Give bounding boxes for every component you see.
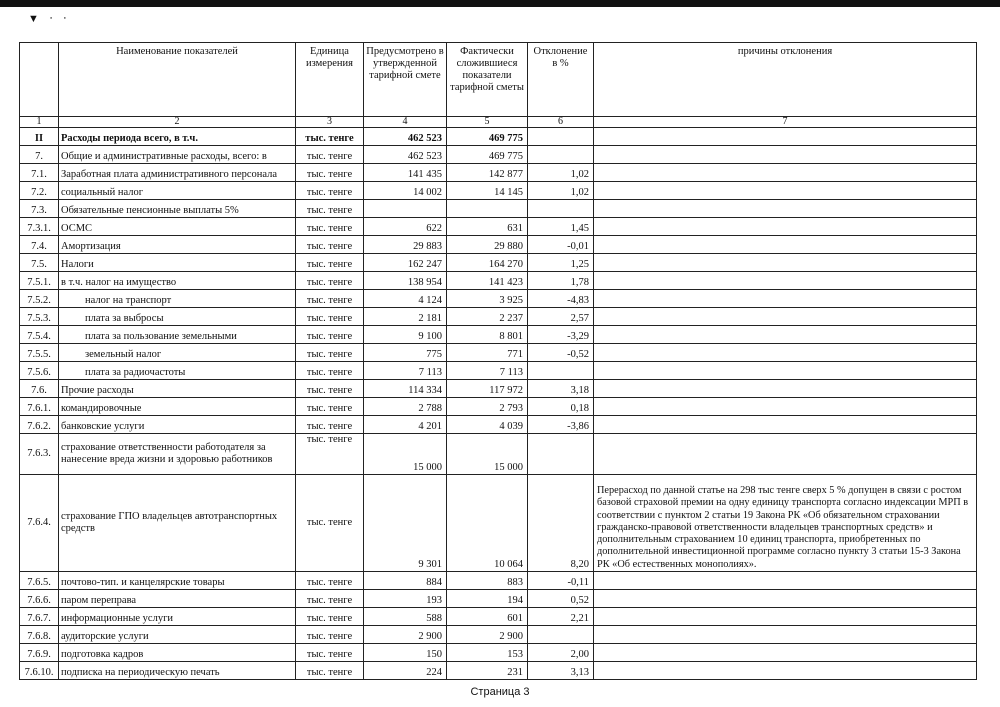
- row-planned-value: 2 788: [364, 398, 447, 416]
- row-indicator-name: страхование ГПО владельцев автотранспортных средств: [59, 475, 296, 572]
- row-number: 7.6.1.: [20, 398, 59, 416]
- row-indicator-name: Налоги: [59, 254, 296, 272]
- row-actual-value: 14 145: [447, 182, 528, 200]
- column-index: 2: [59, 117, 296, 128]
- row-unit: тыс. тенге: [296, 416, 364, 434]
- row-number: 7.1.: [20, 164, 59, 182]
- row-number: 7.6.4.: [20, 475, 59, 572]
- row-actual-value: 3 925: [447, 290, 528, 308]
- row-deviation-value: -3,29: [528, 326, 594, 344]
- row-indicator-name: социальный налог: [59, 182, 296, 200]
- table-row: [20, 218, 977, 236]
- row-unit: тыс. тенге: [296, 236, 364, 254]
- row-deviation-reason: [594, 308, 977, 326]
- row-indicator-name: Заработная плата административного персонала: [59, 164, 296, 182]
- row-planned-value: 775: [364, 344, 447, 362]
- row-planned-value: 462 523: [364, 128, 447, 146]
- table-row: [20, 416, 977, 434]
- table-row: [20, 644, 977, 662]
- row-number: 7.6.8.: [20, 626, 59, 644]
- row-indicator-name: аудиторские услуги: [59, 626, 296, 644]
- row-unit: тыс. тенге: [296, 662, 364, 680]
- row-actual-value: 601: [447, 608, 528, 626]
- row-deviation-reason: [594, 164, 977, 182]
- row-indicator-name: в т.ч. налог на имущество: [59, 272, 296, 290]
- row-deviation-value: 3,13: [528, 662, 594, 680]
- row-planned-value: 2 181: [364, 308, 447, 326]
- row-number: 7.5.2.: [20, 290, 59, 308]
- row-deviation-reason: [594, 590, 977, 608]
- row-deviation-reason: [594, 644, 977, 662]
- row-indicator-name: почтово-тип. и канцелярские товары: [59, 572, 296, 590]
- row-deviation-value: -4,83: [528, 290, 594, 308]
- row-number: 7.3.1.: [20, 218, 59, 236]
- row-indicator-name: командировочные: [59, 398, 296, 416]
- row-indicator-name: Обязательные пенсионные выплаты 5%: [59, 200, 296, 218]
- row-planned-value: 150: [364, 644, 447, 662]
- row-unit: тыс. тенге: [296, 326, 364, 344]
- row-actual-value: 771: [447, 344, 528, 362]
- row-indicator-name: банковские услуги: [59, 416, 296, 434]
- table-row: [20, 434, 977, 475]
- row-unit: тыс. тенге: [296, 362, 364, 380]
- header-deviation: Отклонение в %: [528, 43, 594, 117]
- row-deviation-value: -3,86: [528, 416, 594, 434]
- row-planned-value: 29 883: [364, 236, 447, 254]
- row-number: 7.5.4.: [20, 326, 59, 344]
- table-row: [20, 200, 977, 218]
- row-unit: тыс. тенге: [296, 398, 364, 416]
- row-planned-value: 9 301: [364, 475, 447, 572]
- table-row: [20, 344, 977, 362]
- row-deviation-reason: [594, 572, 977, 590]
- table-row: [20, 398, 977, 416]
- row-unit: тыс. тенге: [296, 290, 364, 308]
- row-unit: тыс. тенге: [296, 380, 364, 398]
- row-deviation-value: 1,45: [528, 218, 594, 236]
- row-deviation-reason: [594, 416, 977, 434]
- row-indicator-name: налог на транспорт: [59, 290, 296, 308]
- row-actual-value: 141 423: [447, 272, 528, 290]
- row-planned-value: 2 900: [364, 626, 447, 644]
- row-number: 7.3.: [20, 200, 59, 218]
- row-indicator-name: плата за пользование земельными: [59, 326, 296, 344]
- row-deviation-reason: [594, 626, 977, 644]
- row-planned-value: 224: [364, 662, 447, 680]
- row-unit: тыс. тенге: [296, 128, 364, 146]
- row-deviation-reason: [594, 344, 977, 362]
- row-planned-value: 138 954: [364, 272, 447, 290]
- row-unit: тыс. тенге: [296, 308, 364, 326]
- row-number: 7.6.: [20, 380, 59, 398]
- row-planned-value: 622: [364, 218, 447, 236]
- row-actual-value: 2 793: [447, 398, 528, 416]
- table-row: [20, 572, 977, 590]
- row-actual-value: 164 270: [447, 254, 528, 272]
- table-row: [20, 626, 977, 644]
- row-indicator-name: страхование ответственности работодателя за нанесение вреда жизни и здоровью работников: [59, 434, 296, 475]
- row-actual-value: [447, 200, 528, 218]
- row-actual-value: 469 775: [447, 128, 528, 146]
- row-deviation-value: [528, 128, 594, 146]
- row-unit: тыс. тенге: [296, 218, 364, 236]
- row-deviation-reason: [594, 380, 977, 398]
- row-deviation-value: 0,18: [528, 398, 594, 416]
- row-actual-value: 469 775: [447, 146, 528, 164]
- header-number: [20, 43, 59, 117]
- table-row: [20, 164, 977, 182]
- row-unit: тыс. тенге: [296, 200, 364, 218]
- row-deviation-value: [528, 362, 594, 380]
- table-row: [20, 662, 977, 680]
- row-unit: тыс. тенге: [296, 182, 364, 200]
- row-deviation-value: -0,52: [528, 344, 594, 362]
- row-number: 7.5.1.: [20, 272, 59, 290]
- row-deviation-value: 2,57: [528, 308, 594, 326]
- row-unit: тыс. тенге: [296, 644, 364, 662]
- row-actual-value: 194: [447, 590, 528, 608]
- table-row: [20, 290, 977, 308]
- row-unit: тыс. тенге: [296, 254, 364, 272]
- row-planned-value: 193: [364, 590, 447, 608]
- table-row: [20, 362, 977, 380]
- row-planned-value: 14 002: [364, 182, 447, 200]
- header-unit: Единица измерения: [296, 43, 364, 117]
- row-planned-value: 462 523: [364, 146, 447, 164]
- scan-top-edge: [0, 0, 1000, 7]
- table-row: [20, 308, 977, 326]
- row-deviation-reason: [594, 398, 977, 416]
- row-number: 7.6.5.: [20, 572, 59, 590]
- table-row: [20, 380, 977, 398]
- row-deviation-reason: Перерасход по данной статье на 298 тыс тенге сверх 5 % допущен в связи с ростом базовой страховой премии на одну единицу транспорта согласно индексации МРП в соответствии с пунктом 2 статьи 19 Закона РК «Об обязательном страховании гражданско-правовой ответственности владельцев транспортных средств» и дополнительным страхованием 10 единиц транспорта, приобретенных по дополнительной инвестиционной программе согласно пункту 3 статьи 15-3 Закона РК «Об естественных монополиях».: [594, 475, 977, 572]
- row-actual-value: 10 064: [447, 475, 528, 572]
- row-actual-value: 7 113: [447, 362, 528, 380]
- table-row: [20, 608, 977, 626]
- scan-marks: ▼ ⸱ ⸱: [28, 13, 71, 25]
- row-number: 7.6.7.: [20, 608, 59, 626]
- row-deviation-value: [528, 200, 594, 218]
- row-planned-value: 15 000: [364, 434, 447, 475]
- row-actual-value: 231: [447, 662, 528, 680]
- row-deviation-reason: [594, 434, 977, 475]
- row-indicator-name: земельный налог: [59, 344, 296, 362]
- row-number: 7.: [20, 146, 59, 164]
- row-deviation-value: [528, 626, 594, 644]
- row-planned-value: 4 201: [364, 416, 447, 434]
- row-planned-value: 7 113: [364, 362, 447, 380]
- row-number: 7.5.6.: [20, 362, 59, 380]
- row-planned-value: 9 100: [364, 326, 447, 344]
- row-planned-value: 4 124: [364, 290, 447, 308]
- row-indicator-name: плата за радиочастоты: [59, 362, 296, 380]
- row-actual-value: 29 880: [447, 236, 528, 254]
- row-unit: тыс. тенге: [296, 146, 364, 164]
- row-unit: тыс. тенге: [296, 272, 364, 290]
- row-planned-value: 588: [364, 608, 447, 626]
- row-actual-value: 8 801: [447, 326, 528, 344]
- row-deviation-value: 2,21: [528, 608, 594, 626]
- row-deviation-reason: [594, 608, 977, 626]
- row-planned-value: 114 334: [364, 380, 447, 398]
- row-planned-value: [364, 200, 447, 218]
- column-index: 6: [528, 117, 594, 128]
- row-indicator-name: ОСМС: [59, 218, 296, 236]
- row-indicator-name: Расходы периода всего, в т.ч.: [59, 128, 296, 146]
- row-number: 7.6.6.: [20, 590, 59, 608]
- row-indicator-name: информационные услуги: [59, 608, 296, 626]
- row-number: 7.6.10.: [20, 662, 59, 680]
- row-actual-value: 153: [447, 644, 528, 662]
- row-deviation-value: 3,18: [528, 380, 594, 398]
- row-number: 7.2.: [20, 182, 59, 200]
- row-deviation-value: 1,02: [528, 164, 594, 182]
- row-unit: тыс. тенге: [296, 590, 364, 608]
- table-row: [20, 128, 977, 146]
- row-unit: тыс. тенге: [296, 344, 364, 362]
- row-indicator-name: подписка на периодическую печать: [59, 662, 296, 680]
- row-deviation-value: 1,25: [528, 254, 594, 272]
- row-unit: тыс. тенге: [296, 434, 364, 475]
- row-deviation-reason: [594, 236, 977, 254]
- table-row: [20, 475, 977, 572]
- row-deviation-value: -0,11: [528, 572, 594, 590]
- column-index: 3: [296, 117, 364, 128]
- row-indicator-name: паром переправа: [59, 590, 296, 608]
- row-deviation-reason: [594, 662, 977, 680]
- row-deviation-reason: [594, 362, 977, 380]
- row-unit: тыс. тенге: [296, 572, 364, 590]
- row-deviation-reason: [594, 272, 977, 290]
- row-actual-value: 2 237: [447, 308, 528, 326]
- row-number: 7.5.5.: [20, 344, 59, 362]
- row-deviation-reason: [594, 218, 977, 236]
- row-unit: тыс. тенге: [296, 475, 364, 572]
- row-deviation-reason: [594, 254, 977, 272]
- header-indicator-name: Наименование показателей: [59, 43, 296, 117]
- row-number: II: [20, 128, 59, 146]
- row-deviation-value: 1,78: [528, 272, 594, 290]
- row-deviation-value: 2,00: [528, 644, 594, 662]
- row-deviation-value: [528, 146, 594, 164]
- row-actual-value: 2 900: [447, 626, 528, 644]
- row-indicator-name: Общие и административные расходы, всего: в: [59, 146, 296, 164]
- header-row: [20, 43, 977, 117]
- row-number: 7.6.3.: [20, 434, 59, 475]
- row-deviation-reason: [594, 290, 977, 308]
- row-deviation-reason: [594, 200, 977, 218]
- row-deviation-value: [528, 434, 594, 475]
- row-deviation-value: 1,02: [528, 182, 594, 200]
- row-actual-value: 142 877: [447, 164, 528, 182]
- column-index: 1: [20, 117, 59, 128]
- row-indicator-name: Прочие расходы: [59, 380, 296, 398]
- row-number: 7.5.3.: [20, 308, 59, 326]
- table-row: [20, 326, 977, 344]
- table-row: [20, 272, 977, 290]
- column-index-row: [20, 117, 977, 128]
- row-indicator-name: плата за выбросы: [59, 308, 296, 326]
- header-actual: Фактически сложившиеся показатели тарифной сметы: [447, 43, 528, 117]
- row-unit: тыс. тенге: [296, 626, 364, 644]
- column-index: 5: [447, 117, 528, 128]
- row-actual-value: 15 000: [447, 434, 528, 475]
- row-indicator-name: Амортизация: [59, 236, 296, 254]
- table-row: [20, 590, 977, 608]
- table-row: [20, 236, 977, 254]
- row-deviation-reason: [594, 182, 977, 200]
- row-actual-value: 117 972: [447, 380, 528, 398]
- row-unit: тыс. тенге: [296, 608, 364, 626]
- table-row: [20, 146, 977, 164]
- row-planned-value: 162 247: [364, 254, 447, 272]
- row-deviation-value: -0,01: [528, 236, 594, 254]
- row-deviation-value: 0,52: [528, 590, 594, 608]
- column-index: 4: [364, 117, 447, 128]
- row-planned-value: 884: [364, 572, 447, 590]
- table-row: [20, 254, 977, 272]
- tariff-estimate-table: [19, 42, 977, 680]
- row-number: 7.4.: [20, 236, 59, 254]
- row-unit: тыс. тенге: [296, 164, 364, 182]
- column-index: 7: [594, 117, 977, 128]
- row-number: 7.6.9.: [20, 644, 59, 662]
- row-actual-value: 631: [447, 218, 528, 236]
- row-deviation-value: 8,20: [528, 475, 594, 572]
- row-number: 7.6.2.: [20, 416, 59, 434]
- row-deviation-reason: [594, 326, 977, 344]
- row-deviation-reason: [594, 128, 977, 146]
- row-planned-value: 141 435: [364, 164, 447, 182]
- page-number: Страница 3: [470, 686, 530, 698]
- row-actual-value: 4 039: [447, 416, 528, 434]
- row-actual-value: 883: [447, 572, 528, 590]
- row-deviation-reason: [594, 146, 977, 164]
- row-indicator-name: подготовка кадров: [59, 644, 296, 662]
- header-reasons: причины отклонения: [594, 43, 977, 117]
- table-row: [20, 182, 977, 200]
- row-number: 7.5.: [20, 254, 59, 272]
- header-planned: Предусмотрено в утвержденной тарифной смете: [364, 43, 447, 117]
